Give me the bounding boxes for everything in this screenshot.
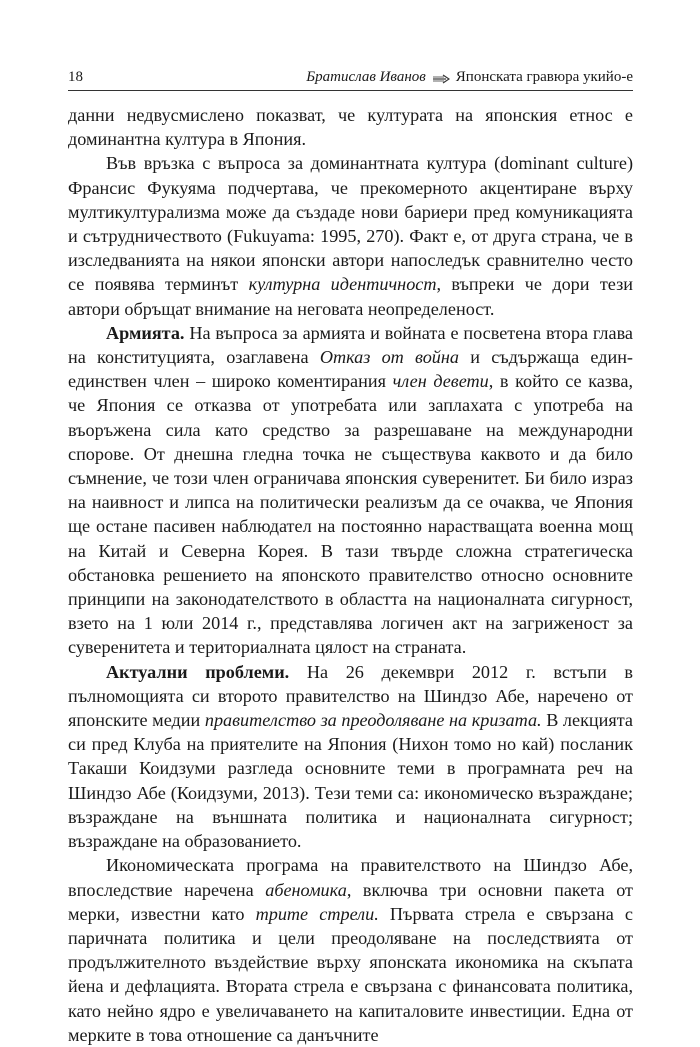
- p2-italic-term: културна идентичност: [248, 274, 437, 295]
- p5-text3: Първата стрела е свързана с паричната политика и цели преодоляване на последствията от продължителното въздействие върху японската икономика на скъпата йена и дефлацията. Втората стрела е свързана с финансовата политика, като нейно ядро е увеличаването на капиталовите инвестиции. Една от мерките в това отношение са данъчните: [68, 903, 633, 1045]
- p3-italic2: член девети: [392, 371, 489, 392]
- header-book-title: Японската гравюра укийо-е: [455, 68, 633, 85]
- p5-italic2: трите стрели.: [255, 903, 379, 924]
- header-right: [306, 69, 633, 86]
- p5-italic1: абеномика: [265, 879, 347, 900]
- paragraph-1: [68, 103, 633, 151]
- paragraph-2: [68, 151, 633, 320]
- p3-italic1: Отказ от война: [319, 347, 459, 368]
- p1-text: данни недвусмислено показват, че културата на японския етнос е доминантна култура в Япония.: [68, 105, 633, 150]
- p3-text1: На въпроса за армията и войната е посветена втора глава на конституцията, озаглавена: [68, 322, 633, 368]
- p3-text2: и съдържаща един-единствен член – широко коментирания: [68, 347, 633, 392]
- body-text: [68, 103, 633, 1047]
- p2-text: Във връзка с въпроса за доминантната култура (dominant culture) Франсис Фукуяма подчертава, че прекомерното акцентиране върху мултикултурализма може да създаде нови бариери пред комуникацията и сътрудничеството (Fukuyama: 1995, 270). Факт е, от друга страна, че в изследванията на някои японски автори напоследък сравнително често се появява терминът: [68, 153, 633, 295]
- arrow-icon: [432, 72, 450, 82]
- paragraph-abenomics: [68, 853, 633, 1047]
- army-heading: Армията.: [106, 322, 185, 343]
- header-author: Братислав Иванов: [306, 68, 426, 85]
- page-number: 18: [68, 68, 83, 85]
- p3-text3: , в който се казва, че Япония се отказва от употребата или заплахата с употреба на въоръжена сила като средство за разрешаване на международни спорове. От днешна гледна точка не съществува каквото и да било съмнение, че този член ограничава японския суверенитет. Би било израз на наивност и липса на политически реализъм да се очаква, че Япония ще остане пасивен наблюдател на постоянно нарастващата военна мощ на Китай и Северна Корея. В тази твърде сложна стратегическа обстановка решението на японското правителство относно основните принципи на законодателството в областта на националната сигурност, взето на 1 юли 2014 г., представлява логичен акт на загриженост за суверенитета и териториалната цялост на страната.: [68, 371, 634, 658]
- p5-text2: , включва три основни пакета от мерки, известни като: [68, 879, 634, 924]
- p4-text2: В лекцията си пред Клуба на приятелите на Япония (Нихон томо но кай) посланик Такаши Коидзуми разгледа основните теми в програмната реч на Шиндзо Абе (Коидзуми, 2013). Тези теми са: икономическо възраждане; възраждане на външната политика и националната сигурност; възраждане на образованието.: [68, 710, 633, 852]
- paragraph-army: [68, 321, 633, 660]
- paragraph-current-problems: [68, 660, 633, 854]
- header-rule: [68, 90, 633, 91]
- p4-text1: На 26 декември 2012 г. встъпи в пълномощията си второто правителство на Шиндзо Абе, наречено от японските медии: [68, 661, 633, 731]
- p5-text1: Икономическата програма на правителството на Шиндзо Абе, впоследствие наречена: [68, 855, 633, 900]
- p2-text-after: , въпреки че дори тези автори обръщат внимание на неговата неопределеност.: [68, 274, 633, 319]
- current-problems-heading: Актуални проблеми.: [106, 661, 290, 682]
- p4-italic1: правителство за преодоляване на кризата.: [204, 710, 542, 731]
- running-header: [68, 66, 633, 88]
